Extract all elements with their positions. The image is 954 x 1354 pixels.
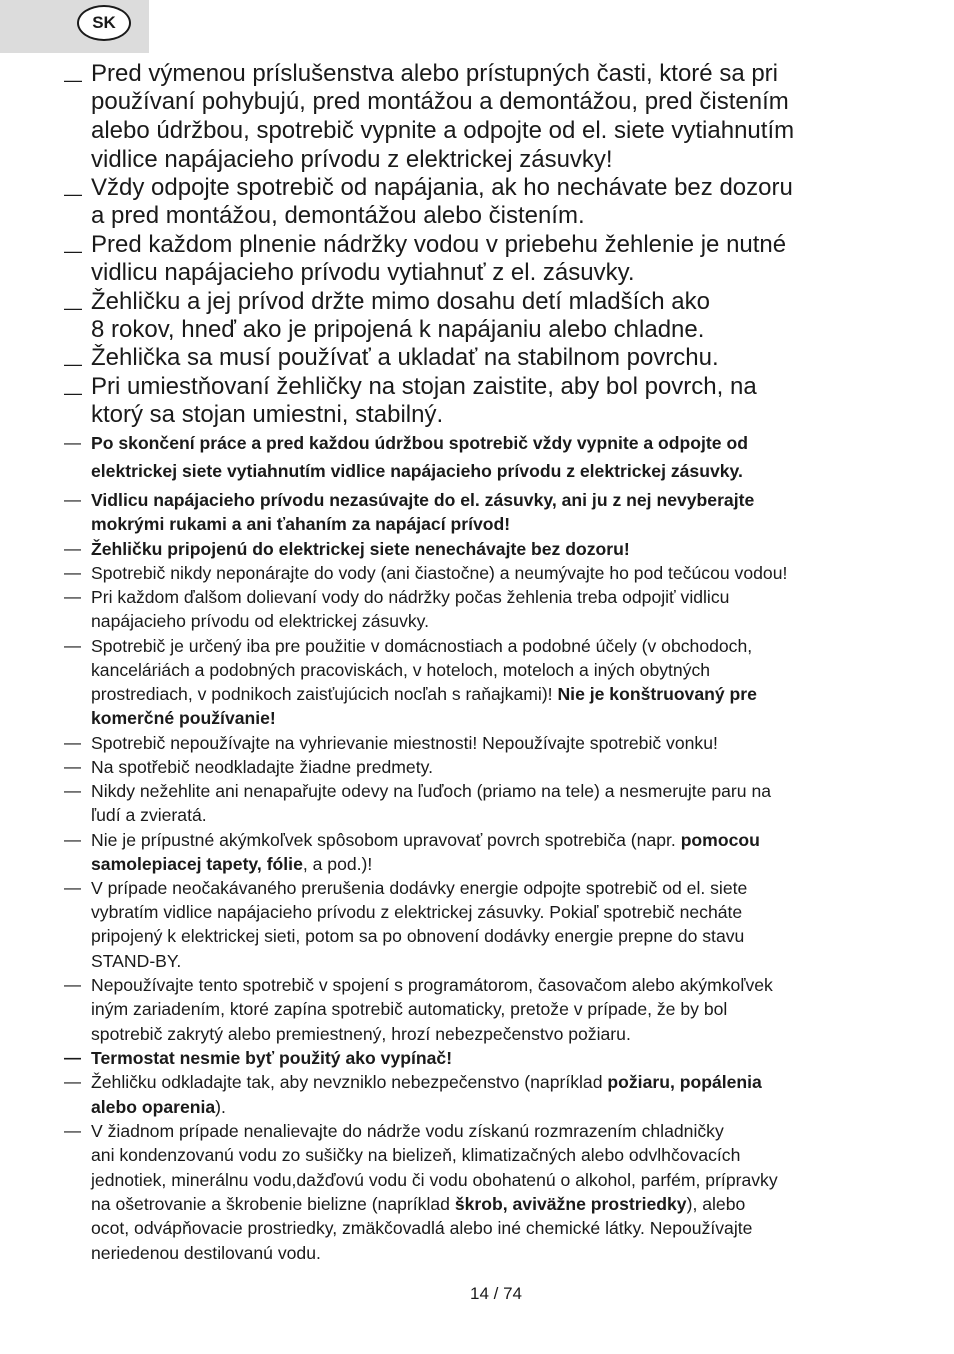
item-text-bold: Nie je konštruovaný pre [557, 684, 757, 704]
item-line: kanceláriách a podobných pracoviskách, v hoteloch, moteloch a iných obytných [91, 660, 711, 680]
item-line: Pri každom ďalšom dolievaní vody do nádržky počas žehlenia treba odpojiť vidlicu [91, 587, 730, 607]
item-line: Spotrebič nikdy neponárajte do vody (ani čiastočne) a neumývajte ho pod tečúcou vodou! [91, 563, 788, 583]
item-line: Žehličku a jej prívod držte mimo dosahu detí mladších ako [91, 288, 710, 315]
item-line: Spotrebič je určený iba pre použitie v domácnostiach a podobné účely (v obchodoch, [91, 636, 753, 656]
language-tab [0, 0, 149, 53]
bullet-dash: — [64, 830, 81, 849]
item-line: vidlice napájacieho prívodu z elektrickej zásuvky! [91, 146, 613, 173]
bullet-dash: — [64, 587, 81, 606]
bullet-dash: — [64, 878, 81, 897]
item-line: Po skončení práce a pred každou údržbou spotrebič vždy vypnite a odpojte od [91, 433, 748, 453]
item-text: , a pod.)! [302, 854, 373, 874]
item-line: Spotrebič nepoužívajte na vyhrievanie miestnosti! Nepoužívajte spotrebič vonku! [91, 733, 718, 753]
item-line: ocot, odvápňovacie prostriedky, zmäkčovadlá alebo iné chemické látky. Nepoužívajte [91, 1218, 753, 1238]
item-line [91, 1072, 762, 1093]
bullet-dash: — [64, 636, 81, 655]
item-line: a pred montážou, demontážou alebo čistením. [91, 202, 585, 229]
item-line: Žehlička sa musí používať a ukladať na stabilnom povrchu. [91, 344, 719, 371]
page-number: 14 / 74 [470, 1284, 522, 1303]
item-line: V prípade neočakávaného prerušenia dodávky energie odpojte spotrebič od el. siete [91, 878, 748, 898]
item-line: Pred výmenou príslušenstva alebo prístupných časti, ktoré sa pri [91, 60, 778, 87]
item-line [91, 854, 372, 875]
item-line: Termostat nesmie byť použitý ako vypínač! [91, 1048, 453, 1068]
language-badge: SK [77, 5, 131, 41]
item-line [91, 1097, 226, 1118]
item-line: komerčné používanie! [91, 708, 276, 728]
bullet-dash: — [64, 383, 82, 403]
item-line: Na spotřebič neodkladajte žiadne predmety. [91, 757, 433, 777]
bullet-dash: — [64, 298, 82, 318]
item-text-bold: pomocou [680, 830, 760, 850]
item-line: vybratím vidlice napájacieho prívodu z elektrickej zásuvky. Pokiaľ spotrebič necháte [91, 902, 743, 922]
item-line: napájacieho prívodu od elektrickej zásuvky. [91, 611, 430, 631]
item-line: ľudí a zvieratá. [91, 805, 207, 825]
item-text: Nie je prípustné akýmkoľvek spôsobom upravovať povrch spotrebiča (napr. [91, 830, 681, 850]
item-line: V žiadnom prípade nenalievajte do nádrže vodu získanú rozmrazením chladničky [91, 1121, 724, 1141]
item-line: neriedenou destilovanú vodu. [91, 1243, 321, 1263]
item-line: Nikdy nežehlite ani nenapařujte odevy na ľuďoch (priamo na tele) a nesmerujte paru na [91, 781, 772, 801]
item-text-bold: alebo oparenia [91, 1097, 216, 1117]
bullet-dash: — [64, 241, 82, 261]
item-line: používaní pohybujú, pred montážou a demontážou, pred čistením [91, 88, 789, 115]
bullet-dash: — [64, 975, 81, 994]
bullet-dash: — [64, 781, 81, 800]
item-line [91, 1194, 745, 1215]
item-line: Pri umiestňovaní žehličky na stojan zaistite, aby bol povrch, na [91, 373, 757, 400]
bullet-dash: — [64, 563, 81, 582]
item-line: pripojený k elektrickej sieti, potom sa po obnovení dodávky energie prepne do stavu [91, 926, 745, 946]
bullet-dash: — [64, 1121, 81, 1140]
item-line: Vždy odpojte spotrebič od napájania, ak ho nechávate bez dozoru [91, 174, 793, 201]
item-line: mokrými rukami a ani ťahaním za napájací prívod! [91, 514, 511, 534]
bullet-dash: — [64, 490, 81, 509]
item-text: Žehličku odkladajte tak, aby nevzniklo nebezpečenstvo (napríklad [91, 1072, 608, 1092]
item-text: na ošetrovanie a škrobenie bielizne (napríklad [91, 1194, 455, 1214]
item-text: ). [215, 1097, 226, 1117]
item-line: ani kondenzovanú vodu zo sušičky na bielizeň, klimatizačných alebo odvlhčovacích [91, 1145, 741, 1165]
bullet-dash: — [64, 539, 81, 558]
item-line: Pred každom plnenie nádržky vodou v priebehu žehlenie je nutné [91, 231, 787, 258]
item-line: Vidlicu napájacieho prívodu nezasúvajte do el. zásuvky, ani ju z nej nevyberajte [91, 490, 755, 510]
item-line [91, 830, 760, 851]
item-line: 8 rokov, hneď ako je pripojená k napájaniu alebo chladne. [91, 316, 705, 343]
item-line: elektrickej siete vytiahnutím vidlice napájacieho prívodu z elektrickej zásuvky. [91, 461, 743, 481]
item-line: ktorý sa stojan umiestni, stabilný. [91, 401, 444, 428]
item-line: spotrebič zakrytý alebo premiestnený, hrozí nebezpečenstvo požiaru. [91, 1024, 631, 1044]
bullet-dash: — [64, 1048, 81, 1067]
item-line: iným zariadením, ktoré zapína spotrebič automaticky, pretože v prípade, že by bol [91, 999, 728, 1019]
bullet-dash: — [64, 757, 81, 776]
bullet-dash: — [64, 70, 82, 90]
item-line: STAND-BY. [91, 951, 182, 971]
item-line: jednotiek, minerálnu vodu,dažďovú vodu či vodu obohatenú o alkohol, parfém, prípravky [91, 1170, 778, 1190]
item-text-bold: škrob, aviväžne prostriedky [454, 1194, 687, 1214]
bullet-dash: — [64, 1072, 81, 1091]
bullet-dash: — [64, 354, 82, 374]
item-text-bold: samolepiacej tapety, fólie [91, 854, 303, 874]
bullet-dash: — [64, 433, 81, 452]
item-text-bold: požiaru, popálenia [607, 1072, 762, 1092]
item-line: vidlicu napájacieho prívodu vytiahnuť z el. zásuvky. [91, 259, 635, 286]
bullet-dash: — [64, 184, 82, 204]
item-line: alebo údržbou, spotrebič vypnite a odpojte od el. siete vytiahnutím [91, 117, 795, 144]
bullet-dash: — [64, 733, 81, 752]
item-line [91, 684, 757, 705]
item-text: prostrediach, v podnikoch zaisťujúcich nocľah s raňajkami)! [91, 684, 558, 704]
item-text: ), alebo [686, 1194, 746, 1214]
item-line: Žehličku pripojenú do elektrickej siete nenechávajte bez dozoru! [91, 539, 630, 559]
item-line: Nepoužívajte tento spotrebič v spojení s programátorom, časovačom alebo akýmkoľvek [91, 975, 773, 995]
